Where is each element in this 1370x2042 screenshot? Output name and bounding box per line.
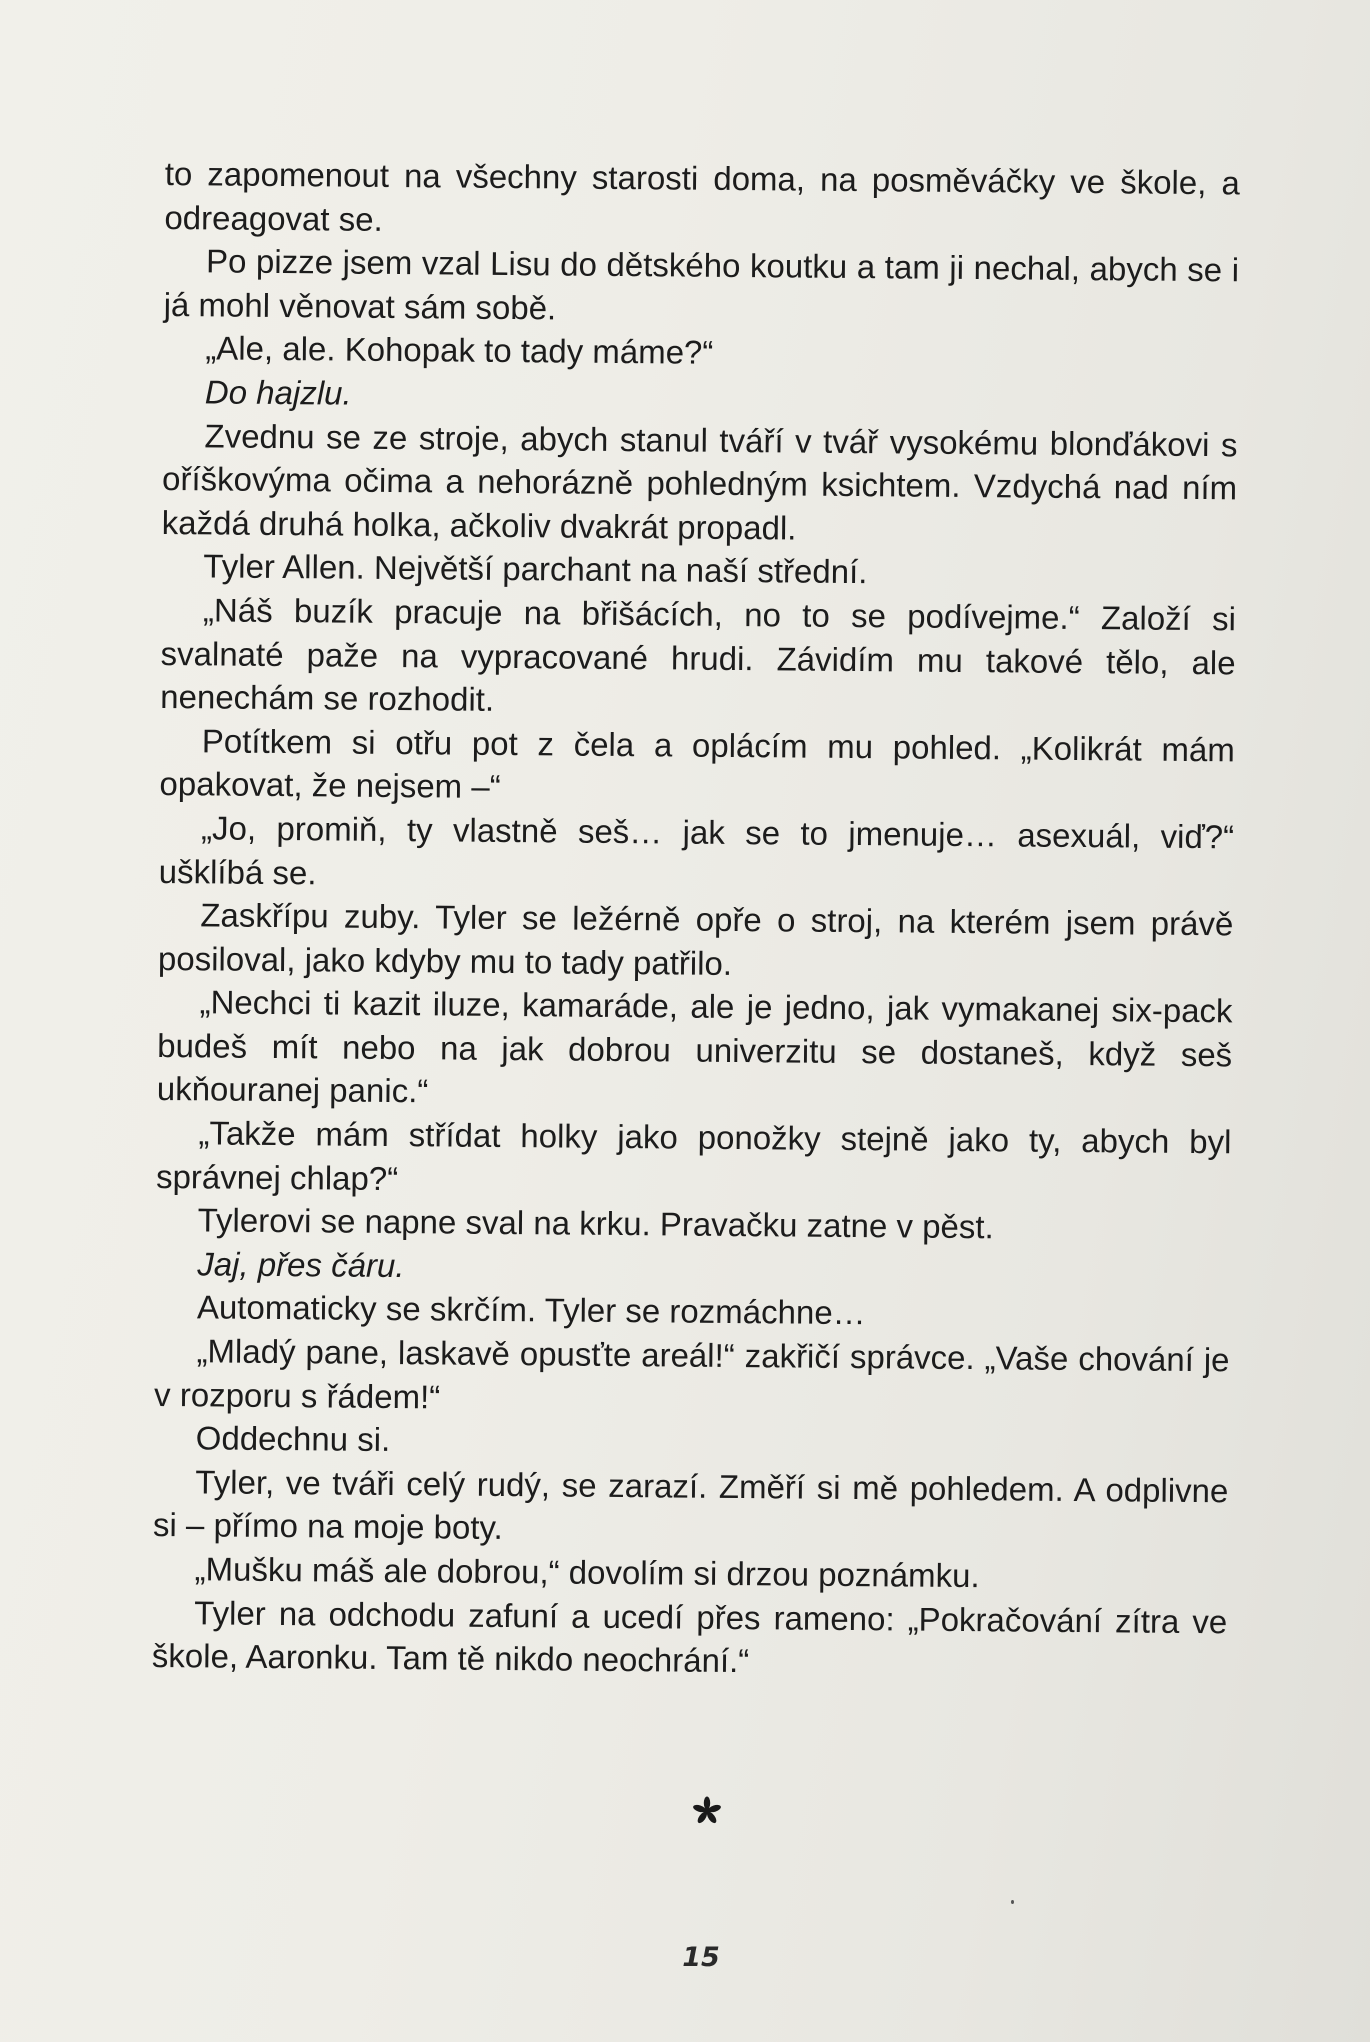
paragraph-4: Do hajzlu. xyxy=(204,373,352,412)
paragraph-11: „Nechci ti kazit iluze, kamaráde, ale je jedno, jak vymakanej six-pack budeš mít nebo na jak dobrou univerzitu se dostaneš, když seš ukňouranej panic.“ xyxy=(156,983,1233,1110)
asterisk-ornament-icon xyxy=(692,1796,722,1826)
page-number: 15 xyxy=(682,1942,720,1973)
paragraph-2: Po pizze jsem vzal Lisu do dětského koutku a tam ji nechal, abych se i já mohl věnovat sám sobě. xyxy=(163,242,1240,327)
paragraph-14: Jaj, přes čáru. xyxy=(197,1245,405,1284)
paragraph-1: to zapomenout na všechny starosti doma, na posměváčky ve škole, a odreagovat se. xyxy=(164,154,1240,238)
paragraph-7: „Náš buzík pracuje na břišácích, no to se podívejme.“ Založí si svalnaté paže na vypracované hrudi. Závidím mu takové tělo, ale nenechám se rozhodit. xyxy=(160,591,1237,719)
paragraph-17: Oddechnu si. xyxy=(195,1419,391,1459)
paragraph-12: „Takže mám střídat holky jako ponožky stejně jako ty, abych byl správnej chlap?“ xyxy=(155,1114,1232,1197)
paragraph-20: Tyler na odchodu zafuní a ucedí přes rameno: „Pokračování zítra ve škole, Aaronku. Tam tě nikdo neochrání.“ xyxy=(151,1593,1228,1680)
paragraph-15: Automaticky se skrčím. Tyler se rozmáchne… xyxy=(196,1288,866,1332)
paragraph-9: „Jo, promiň, ty vlastně seš… jak se to jmenuje… asexuál, viď?“ ušklíbá se. xyxy=(158,809,1235,891)
paragraph-3: „Ale, ale. Kohopak to tady máme?“ xyxy=(205,329,714,372)
paragraph-5: Zvednu se ze stroje, abych stanul tváří v tvář vysokému blonďákovi s oříškovýma očima a nehorázně pohledným ksichtem. Vzdychá nad ním každá druhá holka, ačkoliv dvakrát propadl. xyxy=(161,416,1238,547)
paragraph-6: Tyler Allen. Největší parchant na naší střední. xyxy=(203,547,868,591)
paragraph-10: Zaskřípu zuby. Tyler se ležérně opře o stroj, na kterém jsem právě posiloval, jako kdyby mu to tady patřilo. xyxy=(157,896,1234,982)
body-text xyxy=(152,152,1240,1687)
paragraph-8: Potítkem si otřu pot z čela a oplácím mu pohled. „Kolikrát mám opakovat, že nejsem –“ xyxy=(159,722,1235,806)
paragraph-18: Tyler, ve tváři celý rudý, se zarazí. Změří si mě pohledem. A odplivne si – přímo na moje boty. xyxy=(152,1463,1229,1547)
paragraph-13: Tylerovi se napne sval na krku. Pravačku zatne v pěst. xyxy=(197,1201,994,1246)
paper-speck xyxy=(1011,1900,1014,1904)
paragraph-16: „Mladý pane, laskavě opusťte areál!“ zakřičí správce. „Vaše chování je v rozporu s řádem!“ xyxy=(153,1332,1230,1416)
paragraph-19: „Mušku máš ale dobrou,“ dovolím si drzou poznámku. xyxy=(194,1550,980,1595)
